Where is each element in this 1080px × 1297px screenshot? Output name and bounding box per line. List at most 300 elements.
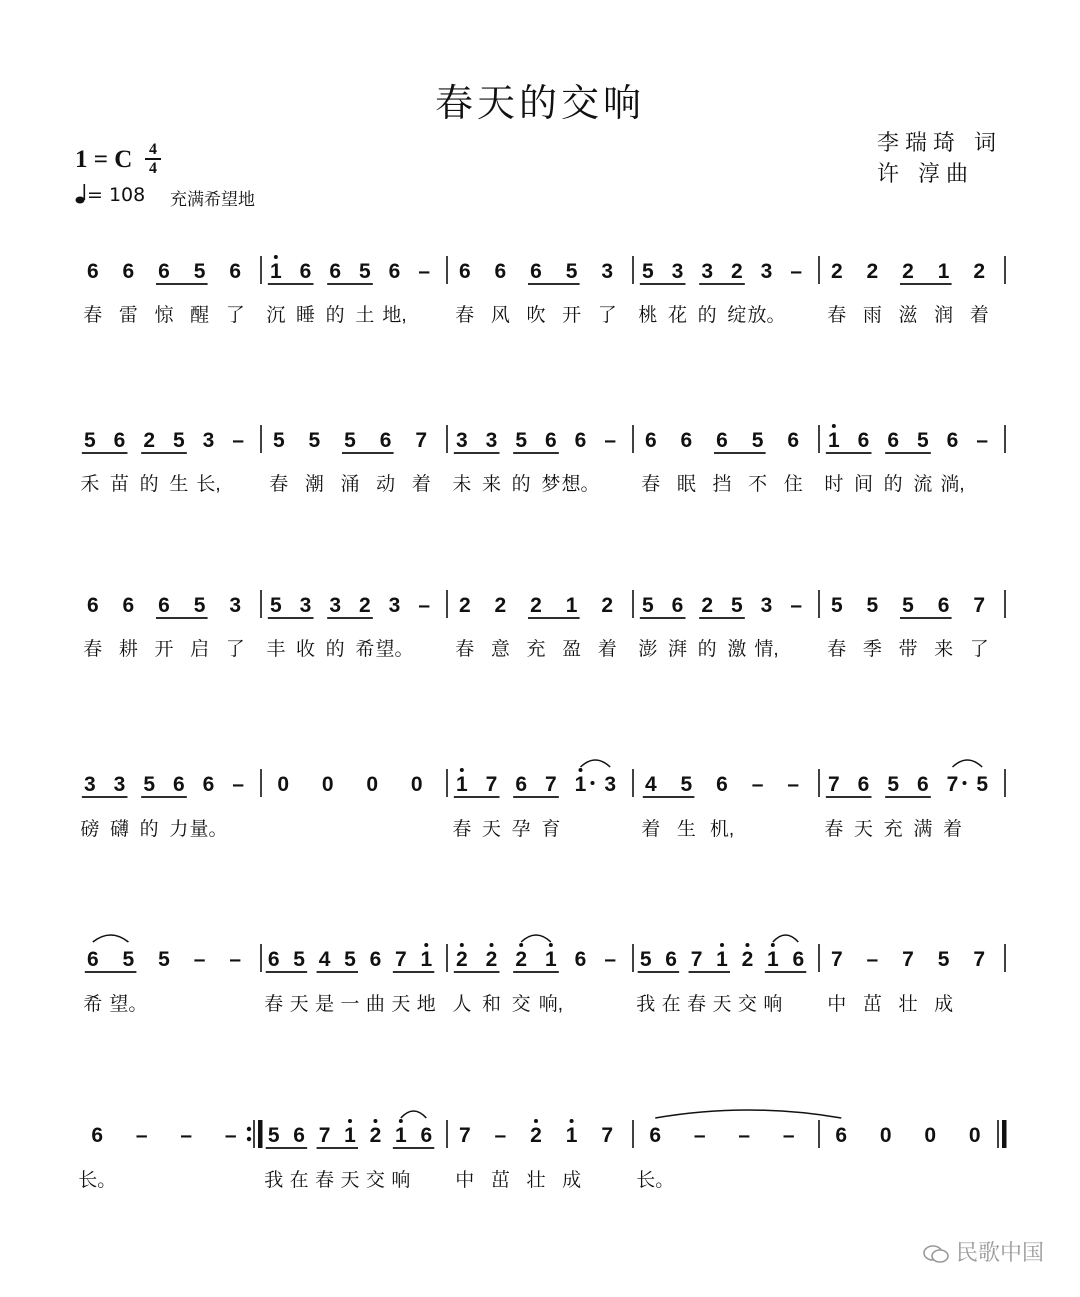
lyric-character: 着 bbox=[942, 819, 963, 840]
lyric-character: 春 bbox=[455, 305, 475, 326]
lyric-character: 的 bbox=[139, 819, 159, 840]
note-digit: 6 bbox=[574, 948, 587, 971]
high-octave-dot bbox=[460, 768, 464, 772]
lyric-character: 天 bbox=[712, 994, 732, 1015]
note-digit: 3 bbox=[329, 594, 342, 617]
note-digit: 1 bbox=[565, 594, 578, 617]
lyric-character: 激 bbox=[727, 639, 747, 660]
note-digit: 1 bbox=[344, 1124, 356, 1147]
note-digit: 5 bbox=[515, 429, 528, 452]
dash-extension: – bbox=[418, 260, 431, 283]
note-digit: 2 bbox=[485, 948, 498, 971]
note-digit: 6 bbox=[515, 773, 528, 796]
note-digit: 5 bbox=[308, 429, 321, 452]
time-signature-denominator: 4 bbox=[149, 160, 157, 177]
lyric-character: 是 bbox=[315, 994, 335, 1015]
lyric-character: 情, bbox=[754, 639, 779, 660]
lyric-character: 春 bbox=[83, 305, 103, 326]
note-digit: 3 bbox=[760, 260, 773, 283]
note-digit: 2 bbox=[973, 260, 986, 283]
note-digit: 6 bbox=[122, 260, 135, 283]
note-digit: 6 bbox=[86, 594, 99, 617]
lyric-character: 春 bbox=[827, 639, 847, 660]
lyric-character: 育 bbox=[541, 819, 561, 840]
lyric-character: 的 bbox=[511, 474, 531, 495]
lyric-character: 来 bbox=[481, 474, 502, 495]
lyric-character: 春 bbox=[687, 994, 707, 1015]
high-octave-dot bbox=[399, 1119, 403, 1123]
note-digit: 6 bbox=[946, 429, 959, 452]
note-digit: 5 bbox=[172, 429, 185, 452]
note-digit: 6 bbox=[716, 773, 728, 796]
lyric-character: 睡 bbox=[295, 305, 316, 326]
lyric-character: 在 bbox=[289, 1170, 309, 1191]
note-digit: 5 bbox=[751, 429, 764, 452]
lyric-character: 壮 bbox=[526, 1170, 546, 1191]
lyric-character: 醒 bbox=[190, 305, 210, 326]
note-digit: 6 bbox=[158, 594, 170, 617]
key-signature: 1 = C bbox=[75, 146, 133, 173]
note-digit: 5 bbox=[830, 594, 843, 617]
lyric-character: 天 bbox=[853, 819, 874, 840]
lyric-character: 交 bbox=[737, 994, 757, 1015]
lyric-character: 响, bbox=[538, 994, 563, 1015]
note-digit: 7 bbox=[946, 773, 959, 796]
tie-slur bbox=[655, 1110, 841, 1118]
high-octave-dot bbox=[534, 1119, 538, 1123]
lyric-character: 潮 bbox=[304, 474, 324, 495]
note-digit: 6 bbox=[792, 948, 805, 971]
lyric-character: 开 bbox=[154, 639, 174, 660]
lyric-character: 春 bbox=[83, 639, 103, 660]
note-digit: 5 bbox=[293, 948, 305, 971]
note-digit: 3 bbox=[388, 594, 401, 617]
note-digit: 5 bbox=[976, 773, 989, 796]
note-digit: 1 bbox=[269, 260, 282, 283]
note-digit: 6 bbox=[267, 948, 280, 971]
dash-extension: – bbox=[738, 1124, 751, 1147]
watermark-text: 民歌中国 bbox=[955, 1241, 1044, 1266]
note-digit: 5 bbox=[143, 773, 156, 796]
lyric-character: 了 bbox=[225, 639, 245, 660]
high-octave-dot bbox=[460, 943, 464, 947]
lyric-character: 我 bbox=[636, 994, 656, 1015]
lyric-character: 住 bbox=[783, 474, 803, 495]
lyric-character: 着 bbox=[411, 474, 431, 495]
lyric-character: 春 bbox=[315, 1170, 335, 1191]
note-digit: 6 bbox=[680, 429, 693, 452]
lyric-character: 春 bbox=[269, 474, 289, 495]
note-digit: 6 bbox=[887, 429, 900, 452]
note-digit: 3 bbox=[671, 260, 684, 283]
note-digit: 6 bbox=[420, 1124, 433, 1147]
song-title: 春天的交响 bbox=[434, 81, 645, 125]
note-digit: 1 bbox=[716, 948, 728, 971]
note-digit: 6 bbox=[229, 260, 242, 283]
lyric-character: 我 bbox=[264, 1170, 284, 1191]
note-digit: 6 bbox=[671, 594, 684, 617]
lyric-character: 天 bbox=[340, 1170, 360, 1191]
note-digit: 2 bbox=[358, 594, 371, 617]
lyric-character: 响 bbox=[763, 994, 783, 1015]
lyric-character: 流 bbox=[913, 474, 933, 495]
dash-extension: – bbox=[604, 429, 617, 452]
lyric-character: 时 bbox=[824, 474, 844, 495]
lyric-character: 希 bbox=[83, 994, 103, 1015]
lyric-character: 天 bbox=[481, 819, 502, 840]
lyric-character: 春 bbox=[264, 994, 284, 1015]
note-digit: 6 bbox=[458, 260, 471, 283]
note-digit: 6 bbox=[329, 260, 342, 283]
note-digit: 5 bbox=[866, 594, 879, 617]
note-digit: 0 bbox=[366, 773, 379, 796]
note-digit: 3 bbox=[83, 773, 96, 796]
lyric-character: 耕 bbox=[118, 639, 138, 660]
note-digit: 6 bbox=[857, 429, 870, 452]
lyric-character: 中 bbox=[827, 994, 847, 1015]
note-digit: 2 bbox=[741, 948, 754, 971]
lyric-character: 收 bbox=[295, 639, 316, 660]
note-digit: 2 bbox=[530, 1124, 542, 1147]
lyric-character: 地, bbox=[382, 305, 407, 326]
note-digit: 6 bbox=[530, 260, 542, 283]
dash-extension: – bbox=[180, 1124, 193, 1147]
high-octave-dot bbox=[490, 943, 494, 947]
note-digit: 5 bbox=[344, 429, 356, 452]
note-digit: 1 bbox=[420, 948, 433, 971]
lyric-character: 启 bbox=[190, 639, 210, 660]
note-digit: 5 bbox=[565, 260, 578, 283]
note-digit: 7 bbox=[415, 429, 428, 452]
note-digit: 1 bbox=[395, 1124, 407, 1147]
high-octave-dot bbox=[274, 255, 278, 259]
note-digit: 5 bbox=[122, 948, 135, 971]
note-digit: 7 bbox=[973, 948, 986, 971]
lyric-character: 润 bbox=[934, 305, 954, 326]
note-digit: 6 bbox=[202, 773, 215, 796]
lyric-character: 土 bbox=[355, 305, 375, 326]
note-digit: 1 bbox=[574, 773, 587, 796]
dash-extension: – bbox=[193, 948, 206, 971]
note-digit: 5 bbox=[641, 260, 654, 283]
note-digit: 5 bbox=[730, 594, 743, 617]
note-digit: 7 bbox=[690, 948, 703, 971]
lyric-character: 着 bbox=[969, 305, 989, 326]
lyric-character: 未 bbox=[452, 474, 472, 495]
lyric-character: 了 bbox=[597, 305, 617, 326]
note-digit: 3 bbox=[760, 594, 773, 617]
lyric-character: 的 bbox=[697, 305, 717, 326]
lyric-character: 力 bbox=[169, 819, 189, 840]
lyric-character: 了 bbox=[225, 305, 245, 326]
lyric-character: 天 bbox=[289, 994, 309, 1015]
note-digit: 5 bbox=[83, 429, 96, 452]
note-digit: 0 bbox=[321, 773, 334, 796]
note-digit: 3 bbox=[485, 429, 498, 452]
augmentation-dot bbox=[591, 781, 595, 785]
lyric-character: 桃 bbox=[638, 305, 658, 326]
note-digit: 6 bbox=[665, 948, 677, 971]
note-digit: 5 bbox=[887, 773, 900, 796]
high-octave-dot bbox=[832, 424, 836, 428]
note-digit: 3 bbox=[299, 594, 312, 617]
lyric-character: 苗 bbox=[109, 474, 130, 495]
lyric-character: 意 bbox=[490, 639, 510, 660]
lyric-character: 茁 bbox=[862, 994, 882, 1015]
dash-extension: – bbox=[418, 594, 431, 617]
lyric-character: 望。 bbox=[375, 639, 414, 660]
dash-extension: – bbox=[232, 773, 245, 796]
dash-extension: – bbox=[224, 1124, 237, 1147]
note-digit: 6 bbox=[86, 948, 99, 971]
note-digit: 6 bbox=[293, 1124, 305, 1147]
note-digit: 7 bbox=[485, 773, 498, 796]
lyric-character: 开 bbox=[562, 305, 582, 326]
dash-extension: – bbox=[782, 1124, 795, 1147]
note-digit: 5 bbox=[193, 260, 206, 283]
dash-extension: – bbox=[790, 594, 803, 617]
note-digit: 7 bbox=[395, 948, 407, 971]
lyric-character: 春 bbox=[455, 639, 475, 660]
note-digit: 2 bbox=[902, 260, 914, 283]
lyric-character: 长。 bbox=[636, 1170, 675, 1191]
lyric-character: 花 bbox=[667, 305, 688, 326]
lyric-character: 梦 bbox=[541, 474, 561, 495]
dash-extension: – bbox=[787, 773, 800, 796]
lyric-character: 了 bbox=[969, 639, 989, 660]
note-digit: 1 bbox=[767, 948, 779, 971]
lyric-character: 人 bbox=[452, 994, 472, 1015]
lyric-character: 春 bbox=[824, 819, 844, 840]
lyric-character: 生 bbox=[676, 819, 696, 840]
note-digit: 0 bbox=[924, 1124, 937, 1147]
lyric-character: 禾 bbox=[80, 474, 100, 495]
lyric-character: 滋 bbox=[898, 305, 918, 326]
note-digit: 2 bbox=[494, 594, 507, 617]
dash-extension: – bbox=[693, 1124, 706, 1147]
note-digit: 6 bbox=[937, 594, 950, 617]
lyric-character: 的 bbox=[697, 639, 717, 660]
lyric-character: 中 bbox=[455, 1170, 475, 1191]
tie-slur bbox=[581, 760, 611, 767]
note-digit: 6 bbox=[649, 1124, 662, 1147]
dash-extension: – bbox=[232, 429, 245, 452]
lyric-character: 长, bbox=[196, 474, 221, 495]
lyric-character: 量。 bbox=[189, 819, 228, 840]
note-digit: 5 bbox=[937, 948, 950, 971]
lyric-character: 间 bbox=[853, 474, 874, 495]
composer-credit: 许 淳曲 bbox=[877, 162, 974, 187]
lyric-character: 雨 bbox=[862, 305, 882, 326]
lyric-character: 响 bbox=[391, 1170, 411, 1191]
lyric-character: 动 bbox=[376, 474, 396, 495]
lyric-character: 丰 bbox=[266, 639, 286, 660]
note-digit: 5 bbox=[916, 429, 929, 452]
high-octave-dot bbox=[771, 943, 775, 947]
lyric-character: 着 bbox=[641, 819, 661, 840]
note-digit: 2 bbox=[369, 1124, 382, 1147]
lyric-character: 孕 bbox=[511, 819, 531, 840]
note-digit: 6 bbox=[494, 260, 507, 283]
lyric-character: 春 bbox=[452, 819, 472, 840]
note-digit: 2 bbox=[458, 594, 471, 617]
lyric-character: 挡 bbox=[712, 474, 732, 495]
lyric-character: 生 bbox=[169, 474, 189, 495]
lyric-character: 惊 bbox=[154, 305, 174, 326]
expression-marking: 充满希望地 bbox=[170, 190, 255, 210]
lyric-character: 涌 bbox=[340, 474, 360, 495]
lyric-character: 磅 bbox=[80, 819, 100, 840]
high-octave-dot bbox=[570, 1119, 574, 1123]
note-digit: 6 bbox=[369, 948, 382, 971]
note-digit: 6 bbox=[172, 773, 185, 796]
lyric-character: 风 bbox=[490, 305, 510, 326]
lyric-character: 带 bbox=[898, 639, 918, 660]
tie-slur bbox=[773, 935, 798, 942]
lyric-character: 成 bbox=[934, 994, 954, 1015]
lyric-character: 吹 bbox=[526, 305, 546, 326]
lyric-character: 一 bbox=[340, 994, 360, 1015]
lyric-character: 礴 bbox=[109, 819, 130, 840]
lyric-character: 望。 bbox=[109, 994, 148, 1015]
note-digit: 4 bbox=[644, 773, 657, 796]
note-digit: 6 bbox=[379, 429, 392, 452]
note-digit: 4 bbox=[318, 948, 331, 971]
note-digit: 5 bbox=[272, 429, 285, 452]
lyric-character: 成 bbox=[562, 1170, 582, 1191]
lyric-character: 放。 bbox=[747, 305, 786, 326]
note-digit: 0 bbox=[968, 1124, 981, 1147]
lyric-character: 曲 bbox=[365, 994, 385, 1015]
tie-slur bbox=[953, 760, 983, 767]
lyric-character: 澎 bbox=[638, 639, 658, 660]
note-digit: 3 bbox=[113, 773, 126, 796]
tempo-value: = 108 bbox=[87, 184, 146, 206]
lyric-character: 季 bbox=[862, 639, 882, 660]
high-octave-dot bbox=[579, 768, 583, 772]
note-digit: 1 bbox=[455, 773, 468, 796]
note-digit: 2 bbox=[143, 429, 156, 452]
lyric-character: 交 bbox=[511, 994, 531, 1015]
augmentation-dot bbox=[963, 781, 967, 785]
lyric-character: 满 bbox=[913, 819, 933, 840]
note-digit: 0 bbox=[277, 773, 290, 796]
note-digit: 0 bbox=[879, 1124, 892, 1147]
note-digit: 5 bbox=[193, 594, 206, 617]
dash-extension: – bbox=[604, 948, 617, 971]
lyric-character: 沉 bbox=[266, 305, 286, 326]
note-digit: 2 bbox=[866, 260, 879, 283]
note-digit: 5 bbox=[344, 948, 356, 971]
note-digit: 7 bbox=[827, 773, 840, 796]
lyric-character: 的 bbox=[325, 639, 345, 660]
lyric-character: 湃 bbox=[667, 639, 688, 660]
note-digit: 5 bbox=[358, 260, 371, 283]
tie-slur bbox=[401, 1111, 426, 1118]
high-octave-dot bbox=[519, 943, 523, 947]
high-octave-dot bbox=[424, 943, 428, 947]
lyric-character: 春 bbox=[641, 474, 661, 495]
note-digit: 7 bbox=[601, 1124, 614, 1147]
note-digit: 7 bbox=[318, 1124, 331, 1147]
high-octave-dot bbox=[549, 943, 553, 947]
note-digit: 6 bbox=[113, 429, 126, 452]
lyric-character: 春 bbox=[827, 305, 847, 326]
note-digit: 6 bbox=[916, 773, 929, 796]
note-digit: 6 bbox=[122, 594, 135, 617]
lyric-character: 绽 bbox=[727, 305, 747, 326]
note-digit: 7 bbox=[458, 1124, 471, 1147]
note-digit: 1 bbox=[565, 1124, 578, 1147]
lyric-character: 在 bbox=[661, 994, 681, 1015]
note-digit: 6 bbox=[388, 260, 401, 283]
note-digit: 5 bbox=[269, 594, 282, 617]
note-digit: 3 bbox=[229, 594, 242, 617]
repeat-dot bbox=[247, 1127, 251, 1131]
lyric-character: 充 bbox=[526, 639, 546, 660]
note-digit: 2 bbox=[601, 594, 614, 617]
dash-extension: – bbox=[976, 429, 989, 452]
high-octave-dot bbox=[348, 1119, 352, 1123]
lyric-character: 盈 bbox=[562, 639, 582, 660]
note-digit: 2 bbox=[701, 594, 714, 617]
note-digit: 6 bbox=[716, 429, 728, 452]
lyric-character: 的 bbox=[883, 474, 903, 495]
note-digit: 5 bbox=[902, 594, 914, 617]
lyric-character: 长。 bbox=[78, 1170, 117, 1191]
high-octave-dot bbox=[373, 1119, 377, 1123]
note-digit: 7 bbox=[902, 948, 914, 971]
note-digit: 6 bbox=[91, 1124, 104, 1147]
dash-extension: – bbox=[790, 260, 803, 283]
note-digit: 2 bbox=[455, 948, 468, 971]
lyric-character: 眠 bbox=[676, 474, 696, 495]
lyric-character: 机, bbox=[709, 819, 735, 840]
lyric-character: 茁 bbox=[490, 1170, 510, 1191]
lyric-character: 地 bbox=[416, 994, 436, 1015]
note-digit: 3 bbox=[601, 260, 614, 283]
dash-extension: – bbox=[229, 948, 242, 971]
note-digit: 5 bbox=[158, 948, 170, 971]
note-digit: 5 bbox=[680, 773, 693, 796]
lyric-character: 壮 bbox=[898, 994, 918, 1015]
lyric-character: 来 bbox=[934, 639, 954, 660]
note-digit: 7 bbox=[830, 948, 843, 971]
note-digit: 6 bbox=[835, 1124, 848, 1147]
lyricist-credit: 李瑞琦 词 bbox=[877, 131, 1002, 156]
note-digit: 1 bbox=[827, 429, 840, 452]
note-digit: 1 bbox=[544, 948, 557, 971]
note-digit: 7 bbox=[973, 594, 986, 617]
high-octave-dot bbox=[745, 943, 749, 947]
lyric-character: 的 bbox=[325, 305, 345, 326]
lyric-character: 希 bbox=[355, 639, 375, 660]
note-digit: 6 bbox=[644, 429, 657, 452]
final-barline bbox=[1002, 1120, 1007, 1148]
repeat-barline bbox=[258, 1120, 263, 1148]
note-digit: 3 bbox=[701, 260, 714, 283]
note-digit: 6 bbox=[787, 429, 800, 452]
note-digit: 6 bbox=[86, 260, 99, 283]
lyric-character: 充 bbox=[883, 819, 903, 840]
note-digit: 5 bbox=[639, 948, 652, 971]
note-digit: 5 bbox=[641, 594, 654, 617]
note-digit: 5 bbox=[267, 1124, 280, 1147]
time-signature-numerator: 4 bbox=[149, 141, 157, 158]
lyric-character: 交 bbox=[365, 1170, 385, 1191]
note-digit: 2 bbox=[515, 948, 528, 971]
note-digit: 2 bbox=[830, 260, 843, 283]
